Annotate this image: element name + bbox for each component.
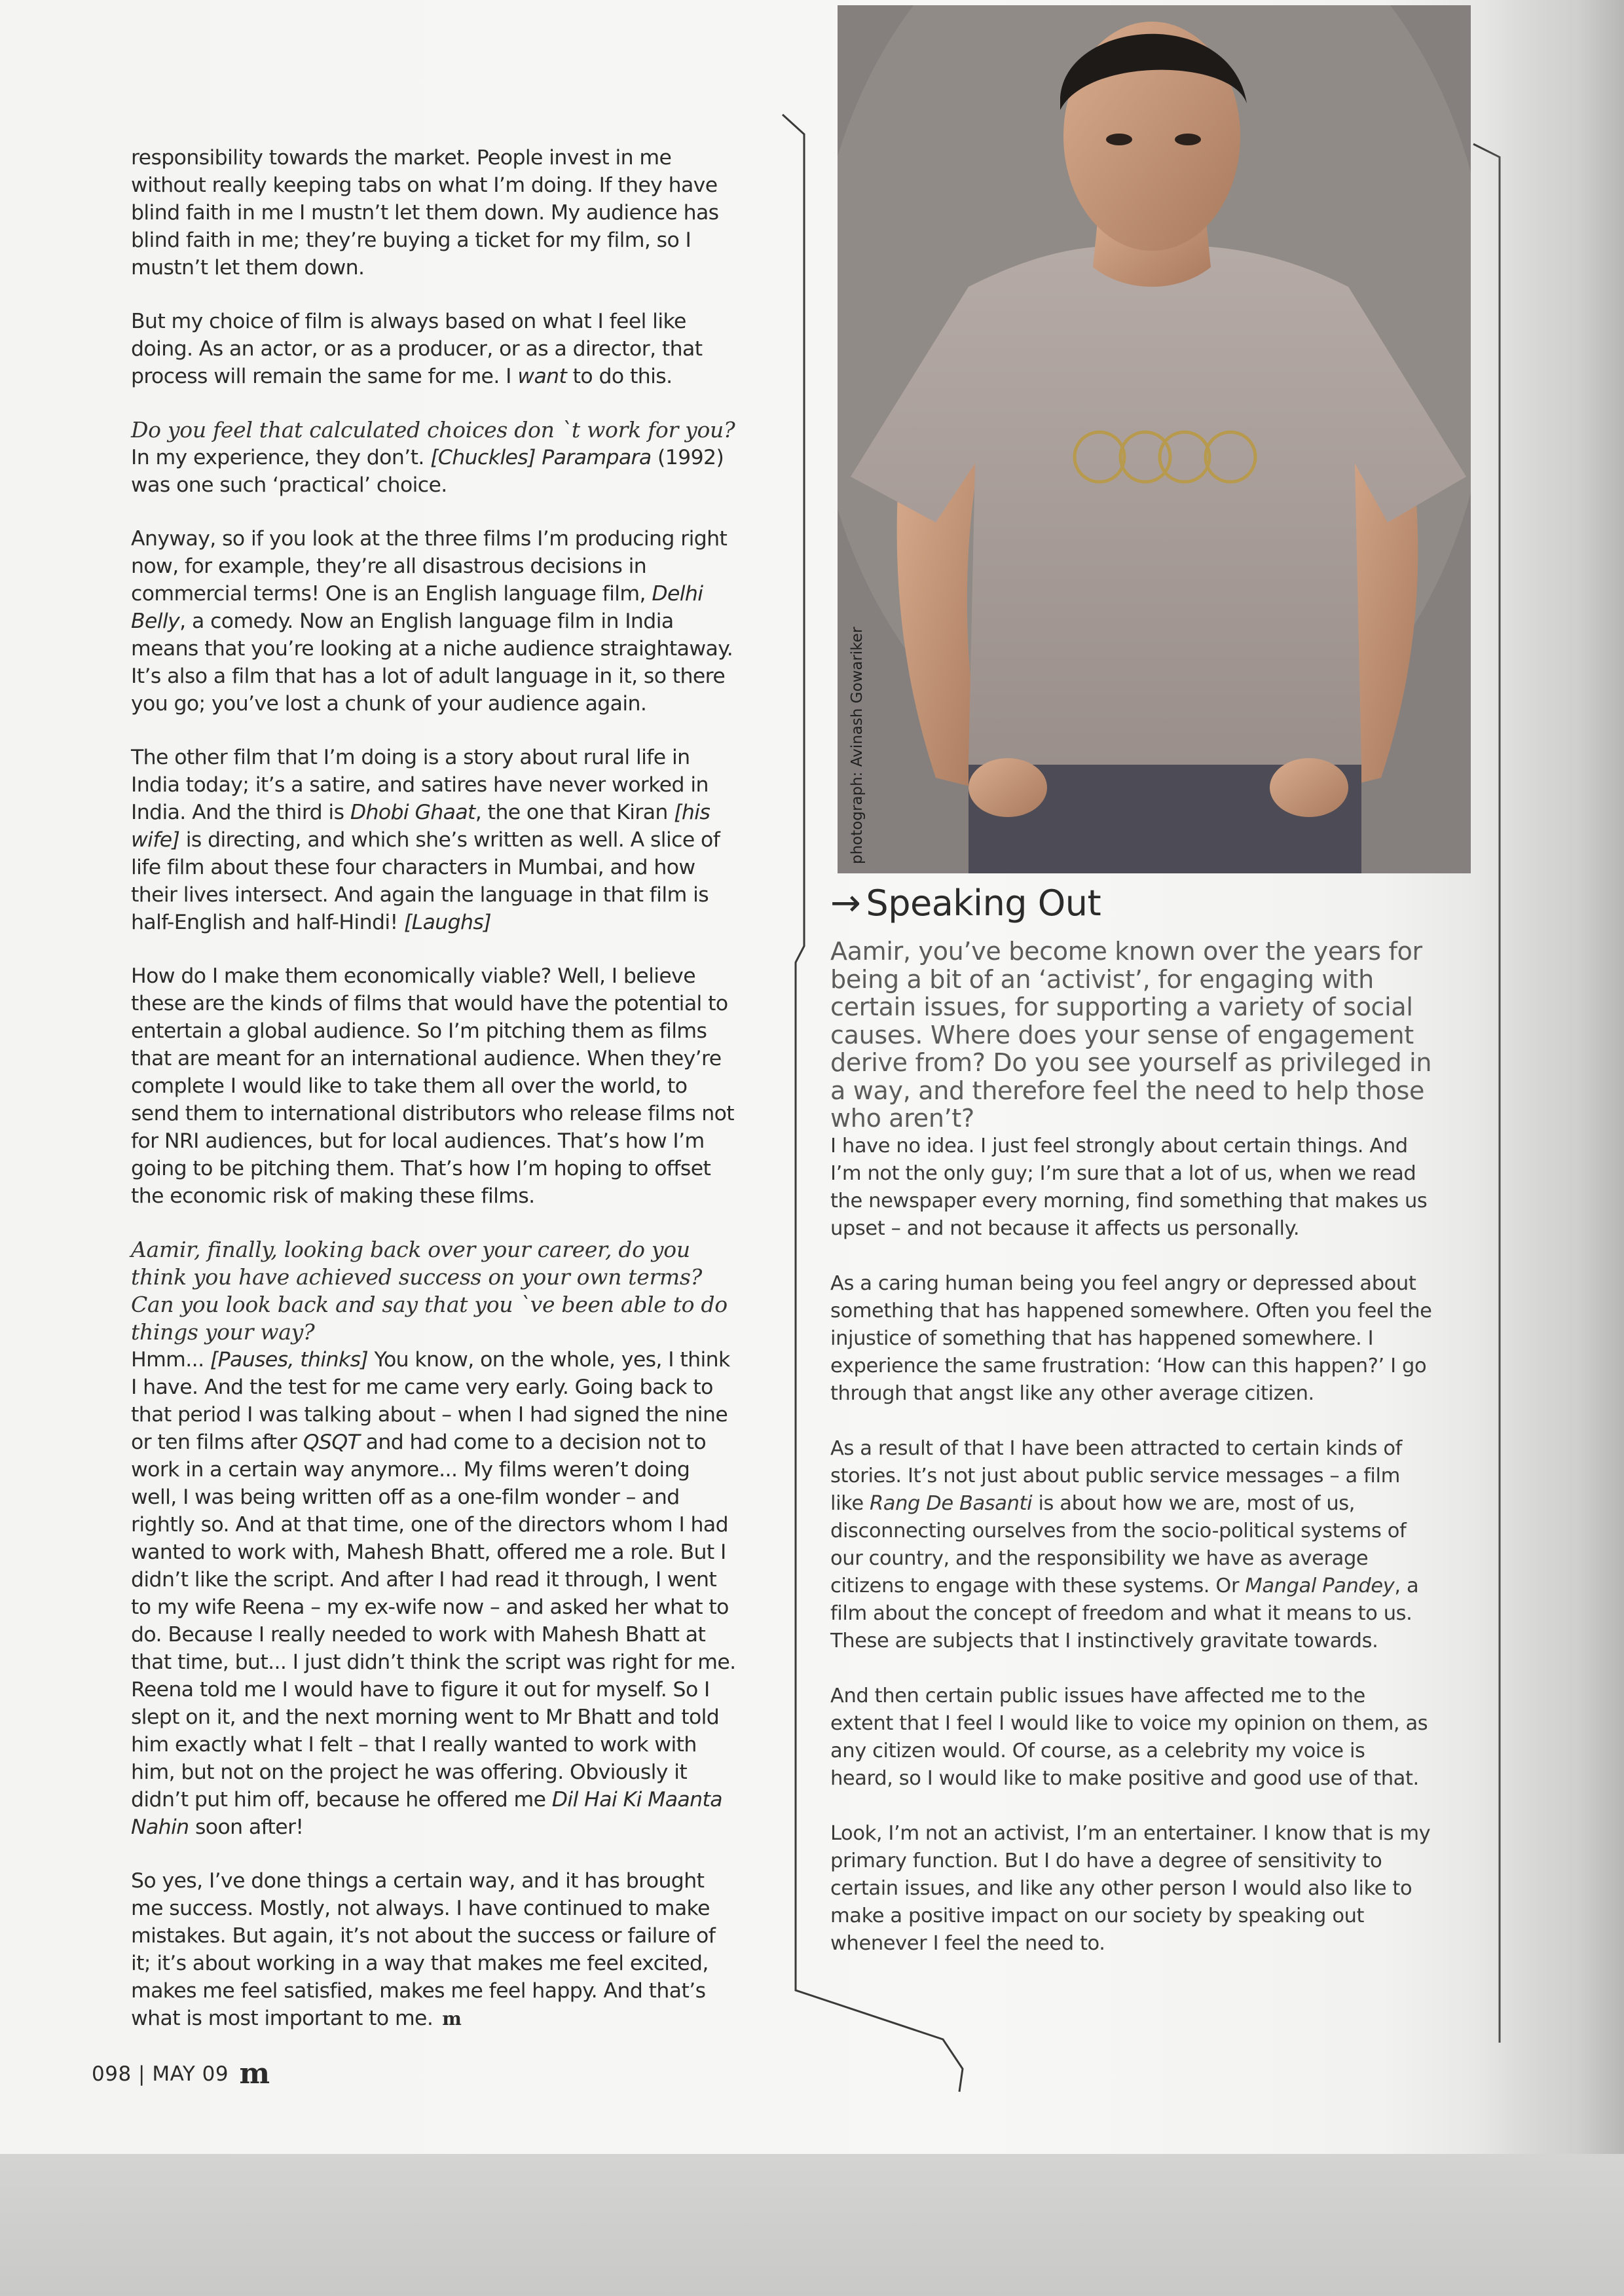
text-run: So yes, I’ve done things a certain way, and it has brought me success. Mostly, not always. I have continued to make mistakes. But again, it’s not about the success or failure of it; it’s about working in a way that makes me feel excited, makes me feel satisfied, makes me feel happy. And that’s what is most important to me. <box>131 1869 716 2030</box>
text-run: is about how we are, most of us, disconnecting ourselves from the socio-political systems of our country, and the responsibility we have as average citizens to engage with these systems. Or <box>830 1491 1407 1597</box>
photo-credit: photograph: Avinash Gowariker <box>849 627 866 864</box>
sidebar-column <box>830 883 1433 1985</box>
footer-divider: | <box>138 2062 153 2086</box>
sidebar-question: Aamir, you’ve become known over the years for being a bit of an ‘activist’, for engaging with certain issues, for supporting a variety of social causes. Where does your sense of engagement derive from? Do you see yourself as privileged in a way, and therefore feel the need to help those who aren’t? <box>830 937 1432 1133</box>
emphasis: Dhobi Ghaat <box>350 801 475 824</box>
page-number: 098 <box>92 2062 132 2086</box>
text-run: is directing, and which she’s written as well. A slice of life film about these four characters in Mumbai, and how their lives intersect. And again the language in that film is half-English and half-Hindi! <box>131 828 720 934</box>
paragraph: Look, I’m not an activist, I’m an entertainer. I know that is my primary function. But I do have a degree of sensitivity to certain issues, and like any other person I would also like to make a positive impact on our society by speaking out whenever I feel the need to. <box>830 1821 1431 1955</box>
page-edge-shadow <box>1473 0 1624 2154</box>
emphasis: QSQT <box>303 1430 360 1454</box>
heading-text: Speaking Out <box>866 883 1101 924</box>
paragraph: And then certain public issues have affected me to the extent that I feel I would like to voice my opinion on them, as any citizen would. Of course, as a celebrity my voice is heard, so I would like to make positive and good use of that. <box>830 1684 1428 1790</box>
text-run: You know, on the whole, yes, I think I have. And the test for me came very early. Going back to that period I was talking about – when I had signed the nine or ten films after <box>131 1348 730 1454</box>
emphasis: want <box>517 365 567 388</box>
emphasis: Rang De Basanti <box>869 1491 1033 1515</box>
arrow-right-icon: → <box>830 882 861 924</box>
magazine-logo: m <box>239 2057 270 2090</box>
emphasis: Mangal Pandey <box>1245 1574 1395 1597</box>
text-run: , a comedy. Now an English language film in India means that you’re looking at a niche audience straightaway. It’s also a film that has a lot of adult language in it, so there you go; you’ve lost a chunk of your audience again. <box>131 610 733 716</box>
text-run: But my choice of film is always based on what I feel like doing. As an actor, or as a producer, or as a director, that process will remain the same for me. I <box>131 310 703 388</box>
paragraph: I have no idea. I just feel strongly about certain things. And I’m not the only guy; I’m sure that a lot of us, when we read the newspaper every morning, find something that makes us upset – and not because it affects us personally. <box>830 1134 1428 1240</box>
emphasis: [Laughs] <box>403 911 491 934</box>
emphasis: [Chuckles] Parampara <box>430 446 652 469</box>
text-run: to do this. <box>566 365 673 388</box>
page-footer <box>92 2057 270 2090</box>
text-run: In my experience, they don’t. <box>131 446 431 469</box>
text-run: , a film about the concept of freedom and what it means to us. These are subjects that I instinctively gravitate towards. <box>830 1574 1419 1652</box>
sidebar-heading <box>830 883 1433 924</box>
text-run: soon after! <box>189 1815 304 1839</box>
text-run: and had come to a decision not to work in a certain way anymore... My films weren’t doing well, I was being written off as a one-film wonder – and rightly so. And at that time, one of the directors whom I had wanted to work with, Mahesh Bhatt, offered me a role. But I didn’t like the script. And after I had read it through, I went to my wife Reena – my ex-wife now – and asked her what to do. Because I really needed to work with Mahesh Bhatt at that time, but... I just didn’t think the script was right for me. Reena told me I would have to figure it out for myself. So I slept on it, and the next morning went to Mr Bhatt and told him exactly what I felt – that I really wanted to work with him, but not on the project he was offering. Obviously it didn’t put him off, because he offered me <box>131 1430 736 1812</box>
paragraph: As a caring human being you feel angry or depressed about something that has happened somewhere. Often you feel the injustice of something that has happened somewhere. I experience the same frustration: ‘How can this happen?’ I go through that angst like any other average citizen. <box>830 1271 1432 1405</box>
text-run: , the one that Kiran <box>475 801 674 824</box>
end-mark: m <box>442 2008 462 2030</box>
interview-question: Aamir, finally, looking back over your career, do you think you have achieved success on your own terms? Can you look back and say that you `ve been able to do things your way? <box>131 1237 728 1345</box>
issue-date: MAY 09 <box>152 2062 229 2086</box>
person-illustration <box>838 5 1471 873</box>
text-run: Hmm... <box>131 1348 210 1372</box>
text-run: Anyway, so if you look at the three films I’m producing right now, for example, they’re all disastrous decisions in commercial terms! One is an English language film, <box>131 527 728 606</box>
emphasis: [Pauses, thinks] <box>210 1348 369 1372</box>
text-run: The other film that I’m doing is a story about rural life in India today; it’s a satire, and satires have never worked in India. And the third is <box>131 746 709 824</box>
emphasis: Delhi Belly <box>131 582 703 633</box>
scan-background <box>0 2154 1624 2296</box>
paragraph: responsibility towards the market. People invest in me without really keeping tabs on what I’m doing. If they have blind faith in me I mustn’t let them down. My audience has blind faith in me; they’re buying a ticket for my film, so I mustn’t let them down. <box>131 146 719 280</box>
emphasis: [his wife] <box>131 801 710 852</box>
portrait-photo <box>838 5 1471 873</box>
paragraph: How do I make them economically viable? Well, I believe these are the kinds of films that would have the potential to entertain a global audience. So I’m pitching them as films that are meant for an international audience. When they’re complete I would like to take them all over the world, to send them to international distributors who release films not for NRI audiences, but for local audiences. That’s how I’m going to be pitching them. That’s how I’m hoping to offset the economic risk of making these films. <box>131 964 735 1208</box>
emphasis: Dil Hai Ki Maanta Nahin <box>131 1788 722 1839</box>
text-run: (1992) was one such ‘practical’ choice. <box>131 446 724 497</box>
paragraph <box>830 1435 1433 1655</box>
interview-question: Do you feel that calculated choices don `t work for you? <box>131 417 735 443</box>
text-run: As a result of that I have been attracted to certain kinds of stories. It’s not just about public service messages – a film like <box>830 1436 1403 1515</box>
